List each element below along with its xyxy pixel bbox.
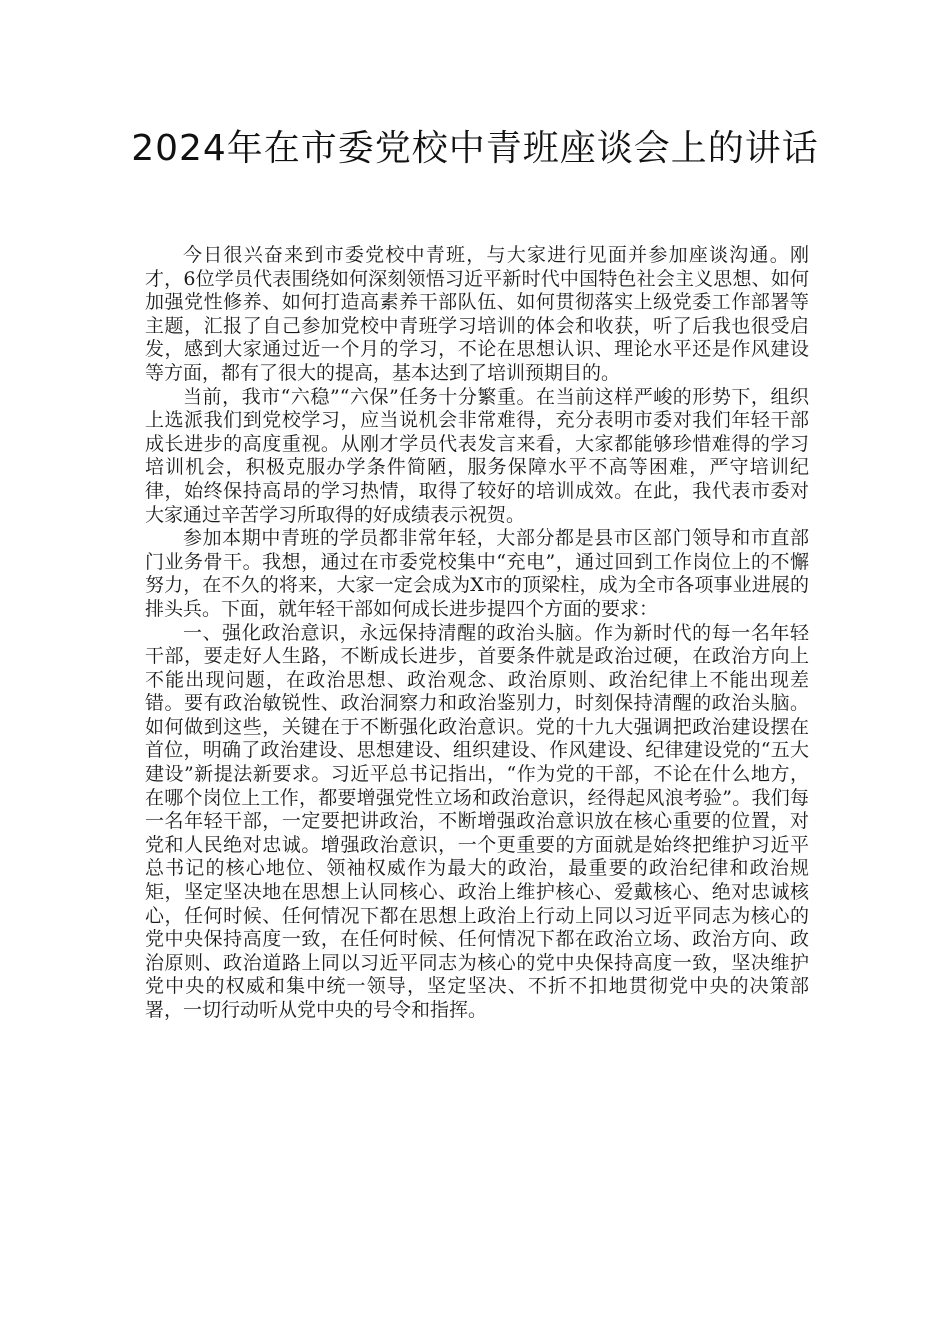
paragraph-1: 今日很兴奋来到市委党校中青班，与大家进行见面并参加座谈沟通。刚才，6位学员代表围绕如何深刻领悟习近平新时代中国特色社会主义思想、如何加强党性修养、如何打造高素养干部队伍、如何贯彻落实上级党委工作部署等主题，汇报了自己参加党校中青班学习培训的体会和收获，听了后我也很受启发，感到大家通过近一个月的学习，不论在思想认识、理论水平还是作风建设等方面，都有了很大的提高，基本达到了培训预期目的。 xyxy=(145,244,809,384)
document-body xyxy=(145,244,809,1023)
paragraph-3: 参加本期中青班的学员都非常年轻，大部分都是县市区部门领导和市直部门业务骨干。我想，通过在市委党校集中“充电”，通过回到工作岗位上的不懈努力，在不久的将来，大家一定会成为X市的顶梁柱，成为全市各项事业进展的排头兵。下面，就年轻干部如何成长进步提四个方面的要求： xyxy=(145,527,809,620)
paragraph-2: 当前，我市“六稳”“六保”任务十分繁重。在当前这样严峻的形势下，组织上选派我们到党校学习，应当说机会非常难得，充分表明市委对我们年轻干部成长进步的高度重视。从刚才学员代表发言来看，大家都能够珍惜难得的学习培训机会，积极克服办学条件简陋，服务保障水平不高等困难，严守培训纪律，始终保持高昂的学习热情，取得了较好的培训成效。在此，我代表市委对大家通过辛苦学习所取得的好成绩表示祝贺。 xyxy=(145,385,809,526)
document-title: 2024年在市委党校中青班座谈会上的讲话 xyxy=(131,128,819,169)
paragraph-4: 一、强化政治意识，永远保持清醒的政治头脑。作为新时代的每一名年轻干部，要走好人生路，不断成长进步，首要条件就是政治过硬，在政治方向上不能出现问题，在政治思想、政治观念、政治原则、政治纪律上不能出现差错。要有政治敏锐性、政治洞察力和政治鉴别力，时刻保持清醒的政治头脑。如何做到这些，关键在于不断强化政治意识。党的十九大强调把政治建设摆在首位，明确了政治建设、思想建设、组织建设、作风建设、纪律建设党的“五大建设”新提法新要求。习近平总书记指出，“作为党的干部，不论在什么地方，在哪个岗位上工作，都要增强党性立场和政治意识，经得起风浪考验”。我们每一名年轻干部，一定要把讲政治，不断增强政治意识放在核心重要的位置，对党和人民绝对忠诚。增强政治意识，一个更重要的方面就是始终把维护习近平总书记的核心地位、领袖权威作为最大的政治，最重要的政治纪律和政治规矩，坚定坚决地在思想上认同核心、政治上维护核心、爱戴核心、绝对忠诚核心，任何时候、任何情况下都在思想上政治上行动上同以习近平同志为核心的党中央保持高度一致，在任何时候、任何情况下都在政治立场、政治方向、政治原则、政治道路上同以习近平同志为核心的党中央保持高度一致，坚决维护党中央的权威和集中统一领导，坚定坚决、不折不扣地贯彻党中央的决策部署，一切行动听从党中央的号令和指挥。 xyxy=(145,621,809,1021)
